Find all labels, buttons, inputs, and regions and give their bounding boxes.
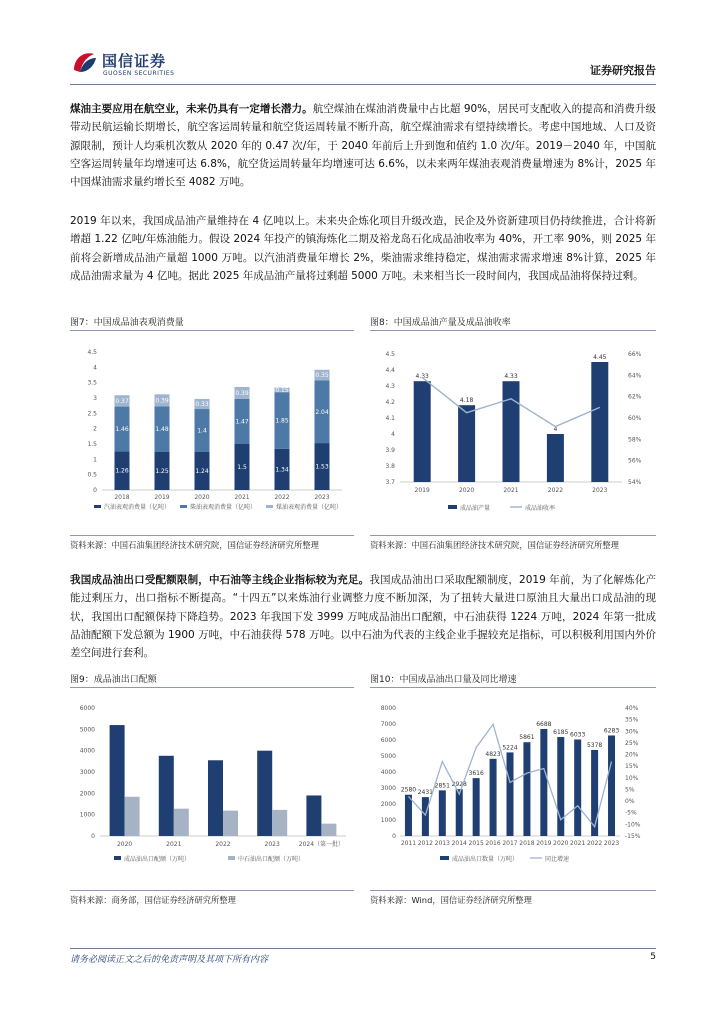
fig10-y2tick: 10% bbox=[625, 774, 639, 782]
fig7-chart bbox=[70, 342, 354, 530]
fig9-legend-label: 中石油出口配额（万吨） bbox=[238, 856, 305, 863]
fig9-source: 资料来源：商务部，国信证券经济研究所整理 bbox=[70, 890, 354, 906]
fig7-bar-label: 1.34 bbox=[275, 466, 289, 474]
fig7-title: 图7：中国成品油表观消费量 bbox=[70, 316, 354, 331]
fig7-bar-label: 1.24 bbox=[195, 467, 209, 475]
fig10-ytick: 7000 bbox=[380, 721, 396, 728]
fig10-bar-label: 2851 bbox=[434, 782, 450, 790]
footer-divider bbox=[70, 948, 656, 949]
fig10-ytick: 8000 bbox=[380, 705, 396, 712]
fig10-bar-label: 2580 bbox=[400, 786, 417, 794]
fig8-source: 资料来源：中国石油集团经济技术研究院，国信证券经济研究所整理 bbox=[370, 535, 656, 551]
fig9-ytick: 6000 bbox=[79, 705, 95, 712]
paragraph-kerosene bbox=[70, 100, 656, 191]
fig8-bar-label: 4 bbox=[553, 426, 558, 433]
fig9-bar bbox=[321, 824, 336, 836]
paragraph-refined-oil-output bbox=[70, 212, 656, 285]
fig10-xtick: 2019 bbox=[536, 840, 552, 847]
fig9-xtick: 2023 bbox=[264, 841, 280, 848]
fig10-xtick: 2014 bbox=[451, 840, 467, 847]
fig7-legend-label: 煤油表观消费量（亿吨） bbox=[276, 504, 343, 511]
fig8-y2tick: 56% bbox=[628, 457, 642, 465]
fig9-ytick: 0 bbox=[91, 833, 95, 840]
fig9-ytick: 1000 bbox=[79, 811, 95, 819]
fig10-bar bbox=[473, 778, 480, 836]
fig9-chart bbox=[70, 698, 354, 870]
fig9-legend-swatch bbox=[114, 856, 121, 860]
fig10-bar bbox=[405, 795, 412, 836]
fig10-bar bbox=[439, 790, 446, 836]
fig10-ytick: 2000 bbox=[380, 801, 396, 808]
paragraph-export-body: 我国成品油出口采取配额制度，2019 年前，为了化解炼化产能过剩压力，出口指标不断提高。“十四五”以来炼油行业调整力度不断加深，为了扭转大量进口原油且大量出口成品油的现状，我国出口配额保持下降趋势。2023 年我国下发 3999 万吨成品油出口配额，中石油获得 1224 万吨，2024 年第一批成品油配额下发总额为 1900 万吨，中石油获得 578 万吨。以中石油为代表的主线企业手握较充足指标，可以积极利用国内外价差空间进行套利。 bbox=[70, 574, 657, 660]
fig10-source: 资料来源：Wind，国信证券经济研究所整理 bbox=[370, 890, 656, 906]
fig10-bar-label: 5224 bbox=[502, 744, 518, 752]
fig10-y2tick: -5% bbox=[625, 809, 637, 817]
fig8-legend-label: 成品油收率 bbox=[525, 505, 556, 512]
fig7-source: 资料来源：中国石油集团经济技术研究院，国信证券经济研究所整理 bbox=[70, 535, 354, 551]
fig10-bar bbox=[574, 739, 581, 836]
fig7-bar-label: 1.53 bbox=[315, 463, 329, 471]
fig10-legend-label: 成品油出口数量（万吨） bbox=[452, 856, 519, 863]
fig7-ytick: 1 bbox=[93, 456, 97, 464]
fig10-bar bbox=[456, 789, 463, 836]
fig10-bar-label: 5861 bbox=[519, 734, 535, 742]
fig10-xtick: 2012 bbox=[417, 840, 434, 847]
fig8-legend-swatch bbox=[448, 505, 457, 509]
fig8-ytick: 4.3 bbox=[385, 383, 395, 390]
fig10-bar-label: 2928 bbox=[451, 781, 467, 789]
fig10-xtick: 2021 bbox=[570, 840, 586, 847]
fig7-ytick: 4.5 bbox=[87, 349, 97, 356]
fig7-bar-label: 0.37 bbox=[115, 397, 129, 405]
fig8-y2tick: 58% bbox=[628, 436, 642, 444]
fig7-bar-label: 1.25 bbox=[155, 467, 169, 475]
paragraph-kerosene-body: 航空煤油在煤油消费量中占比超 90%，居民可支配收入的提高和消费升级带动民航运输长期增长，航空客运周转量和航空货运周转量不断升高，航空煤油需求有望持续增长。考虑中国地域、人口及资源限制，预计人均乘机次数从 2020 年的 0.47 次/年，于 2040 年前后上升到饱和值约 1.0 次/年。2019－2040 年，中国航空客运周转量年均增速可达 6.8%，航空货运周转量年均增速可达 6.6%，以未来两年煤油表观消费量增速为 8%计，2025 年中国煤油需求量约增长至 4082 万吨。 bbox=[70, 103, 656, 189]
fig9-bar bbox=[159, 756, 174, 836]
fig10-y2tick: 25% bbox=[625, 739, 639, 747]
fig10-ytick: 4000 bbox=[380, 769, 396, 776]
fig9-bar bbox=[125, 797, 140, 836]
fig9-bar bbox=[257, 751, 272, 836]
fig7-xtick: 2020 bbox=[194, 494, 210, 501]
fig10-y2tick: 20% bbox=[625, 751, 639, 759]
fig9-bar bbox=[174, 809, 189, 836]
paragraph-refined-oil-body: 2019 年以来，我国成品油产量维持在 4 亿吨以上。未来央企炼化项目升级改造，民企及外资新建项目仍持续推进，合计将新增超 1.22 亿吨/年炼油能力。假设 2024 年投产的镇海炼化二期及裕龙岛石化成品油收率为 40%，开工率 90%，则 2025 年前将会新增成品油产量超 1000 万吨。以汽油消费量年增长 2%，柴油需求维持稳定，煤油需求需求增速 8%计算，2025 年成品油需求量为 4 亿吨。据此 2025 年成品油产量将过剩超 5000 万吨。未来相当长一段时间内，我国成品油将保持过剩。 bbox=[70, 215, 656, 282]
fig9-legend-label: 成品油出口配额（万吨） bbox=[124, 856, 191, 863]
fig10-bar-label: 6283 bbox=[603, 727, 620, 735]
fig8-xtick: 2022 bbox=[547, 487, 564, 494]
fig9-xtick: 2022 bbox=[215, 841, 231, 848]
fig7-xtick: 2023 bbox=[314, 494, 330, 501]
fig8-bar-label: 4.45 bbox=[593, 354, 607, 361]
fig9-xtick: 2020 bbox=[116, 841, 133, 848]
fig10-ytick: 1000 bbox=[380, 817, 396, 824]
fig9-bar bbox=[208, 760, 223, 836]
fig9-svg bbox=[70, 698, 354, 870]
fig10-y2tick: 35% bbox=[625, 716, 639, 724]
fig8-ytick: 4 bbox=[391, 431, 395, 438]
fig8-ytick: 4.1 bbox=[385, 415, 395, 422]
fig10-xtick: 2016 bbox=[485, 840, 501, 847]
fig10-bar-label: 2431 bbox=[417, 789, 434, 797]
fig8-y2tick: 66% bbox=[628, 351, 642, 358]
fig9-bar bbox=[223, 811, 238, 836]
fig9-ytick: 2000 bbox=[79, 790, 95, 798]
fig10-xtick: 2022 bbox=[586, 840, 603, 847]
fig7-svg bbox=[70, 342, 354, 530]
fig8-chart bbox=[370, 342, 656, 530]
fig7-bar-label: 1.85 bbox=[275, 417, 289, 425]
fig10-xtick: 2020 bbox=[553, 840, 569, 847]
fig10-xtick: 2018 bbox=[519, 840, 535, 847]
fig10-ytick: 3000 bbox=[380, 785, 396, 792]
fig8-ytick: 3.8 bbox=[385, 463, 395, 470]
paragraph-export-quota bbox=[70, 571, 656, 662]
fig7-ytick: 4 bbox=[93, 364, 97, 372]
fig7-ytick: 0 bbox=[93, 487, 97, 494]
fig8-bar-label: 4.33 bbox=[504, 373, 518, 381]
fig7-legend-swatch bbox=[180, 505, 187, 508]
fig8-svg bbox=[370, 342, 656, 530]
fig7-xtick: 2018 bbox=[114, 494, 130, 501]
fig7-bar-label: 0.35 bbox=[315, 372, 329, 380]
fig10-ytick: 6000 bbox=[380, 737, 396, 744]
fig8-y2tick: 60% bbox=[628, 415, 642, 422]
fig7-legend-swatch bbox=[94, 505, 101, 508]
fig7-ytick: 3.5 bbox=[87, 379, 97, 387]
report-type-label: 证券研究报告 bbox=[590, 64, 656, 77]
fig7-legend-label: 柴油表观消费量（亿吨） bbox=[190, 504, 257, 511]
fig8-y2tick: 54% bbox=[628, 479, 642, 486]
fig10-ytick: 5000 bbox=[380, 753, 396, 760]
fig7-bar-label: 0.33 bbox=[195, 400, 209, 408]
fig8-ytick: 4.5 bbox=[385, 351, 395, 358]
fig8-bar bbox=[414, 381, 431, 482]
fig7-ytick: 3 bbox=[93, 395, 97, 402]
fig8-y2tick: 62% bbox=[628, 393, 642, 401]
page-number: 5 bbox=[650, 952, 656, 962]
fig10-title: 图10：中国成品油出口量及同比增速 bbox=[370, 673, 656, 688]
header-divider bbox=[70, 84, 656, 85]
fig10-ytick: 0 bbox=[392, 833, 396, 840]
fig8-title: 图8：中国成品油产量及成品油收率 bbox=[370, 316, 656, 331]
fig7-bar-label: 1.47 bbox=[235, 418, 249, 426]
fig10-bar bbox=[540, 729, 547, 836]
fig10-bar bbox=[490, 759, 497, 836]
fig8-ytick: 3.7 bbox=[385, 479, 395, 486]
fig7-ytick: 2 bbox=[93, 425, 97, 433]
fig8-bar bbox=[503, 381, 520, 482]
fig10-bar bbox=[507, 752, 514, 836]
fig10-y2tick: 5% bbox=[625, 786, 635, 794]
fig10-xtick: 2017 bbox=[502, 840, 518, 847]
fig7-legend-swatch bbox=[266, 505, 273, 508]
fig8-bar-label: 4.33 bbox=[415, 373, 429, 381]
fig7-ytick: 1.5 bbox=[87, 441, 97, 448]
fig9-bar bbox=[306, 795, 321, 836]
fig10-y2tick: 0% bbox=[625, 798, 635, 806]
guosen-logo-icon bbox=[70, 48, 98, 76]
fig8-ytick: 4.2 bbox=[385, 399, 395, 406]
fig8-legend-label: 成品油产量 bbox=[460, 505, 491, 512]
fig9-bar bbox=[110, 725, 125, 836]
fig8-y2tick: 64% bbox=[628, 372, 642, 380]
fig8-xtick: 2019 bbox=[414, 487, 430, 494]
fig10-xtick: 2011 bbox=[400, 840, 417, 847]
fig9-xtick: 2021 bbox=[166, 841, 182, 848]
fig8-bar bbox=[458, 405, 475, 482]
logo-name-en: GUOSEN SECURITIES bbox=[103, 70, 175, 77]
fig8-bar bbox=[591, 362, 608, 482]
fig10-y2tick: 15% bbox=[625, 763, 639, 771]
fig10-bar bbox=[422, 797, 429, 836]
fig9-ytick: 4000 bbox=[79, 747, 95, 755]
fig7-bar-label: 0.15 bbox=[275, 386, 289, 394]
fig7-bar-label: 2.04 bbox=[315, 408, 329, 416]
fig7-xtick: 2021 bbox=[234, 494, 250, 501]
fig10-bar-label: 5378 bbox=[586, 741, 603, 749]
fig9-ytick: 3000 bbox=[79, 769, 95, 776]
fig10-legend-label: 同比增速 bbox=[545, 856, 570, 863]
fig10-bar-label: 6185 bbox=[553, 729, 569, 737]
fig7-ytick: 2.5 bbox=[87, 410, 97, 418]
fig8-xtick: 2023 bbox=[592, 487, 608, 494]
paragraph-kerosene-lead: 煤油主要应用在航空业，未来仍具有一定增长潜力。 bbox=[70, 103, 313, 115]
fig10-legend-swatch bbox=[440, 856, 449, 860]
fig9-xtick: 2024（第一批） bbox=[298, 841, 345, 848]
fig10-bar-label: 6688 bbox=[536, 720, 552, 728]
fig9-bar bbox=[272, 810, 287, 836]
fig7-bar-label: 1.4 bbox=[197, 427, 207, 435]
fig10-y2tick: 40% bbox=[625, 705, 639, 712]
fig7-xtick: 2019 bbox=[154, 494, 170, 501]
fig7-ytick: 0.5 bbox=[87, 471, 97, 479]
fig10-y2tick: -15% bbox=[625, 833, 641, 840]
fig8-bar bbox=[547, 434, 564, 482]
fig10-svg bbox=[370, 698, 656, 870]
fig7-xtick: 2022 bbox=[274, 494, 290, 501]
footer-disclaimer: 请务必阅读正文之后的免责声明及其项下所有内容 bbox=[70, 955, 269, 965]
fig9-title: 图9：成品油出口配额 bbox=[70, 673, 354, 688]
fig9-ytick: 5000 bbox=[79, 726, 95, 734]
fig8-xtick: 2020 bbox=[458, 487, 475, 494]
fig7-legend-label: 汽油表观消费量（亿吨） bbox=[104, 504, 171, 511]
fig7-bar-label: 1.46 bbox=[115, 425, 129, 433]
fig10-bar bbox=[523, 742, 530, 836]
fig10-chart bbox=[370, 698, 656, 870]
fig7-bar-label: 0.39 bbox=[155, 397, 169, 405]
fig10-xtick: 2023 bbox=[603, 840, 620, 847]
fig7-bar-label: 0.39 bbox=[235, 389, 249, 397]
fig10-bar-label: 3616 bbox=[468, 770, 484, 778]
fig10-y2tick: -10% bbox=[625, 821, 641, 829]
fig7-bar-label: 1.26 bbox=[115, 467, 129, 475]
fig10-bar-label: 4823 bbox=[485, 750, 501, 758]
logo-name-cn: 国信证券 bbox=[102, 52, 167, 70]
fig8-xtick: 2021 bbox=[503, 487, 519, 494]
fig8-ytick: 4.4 bbox=[385, 367, 395, 374]
fig7-bar-label: 1.48 bbox=[155, 425, 169, 433]
fig10-bar-label: 6033 bbox=[570, 731, 586, 739]
fig10-bar bbox=[557, 737, 564, 836]
fig10-y2tick: 30% bbox=[625, 728, 639, 736]
fig9-legend-swatch bbox=[228, 856, 235, 860]
paragraph-export-lead: 我国成品油出口受配额限制，中石油等主线企业指标较为充足。 bbox=[70, 574, 370, 586]
fig7-bar-label: 1.5 bbox=[237, 464, 247, 471]
fig8-ytick: 3.9 bbox=[385, 447, 395, 454]
fig10-xtick: 2013 bbox=[434, 840, 450, 847]
report-header bbox=[70, 46, 656, 86]
fig10-xtick: 2015 bbox=[468, 840, 484, 847]
fig10-bar bbox=[608, 735, 615, 836]
fig8-bar-label: 4.18 bbox=[459, 397, 474, 405]
